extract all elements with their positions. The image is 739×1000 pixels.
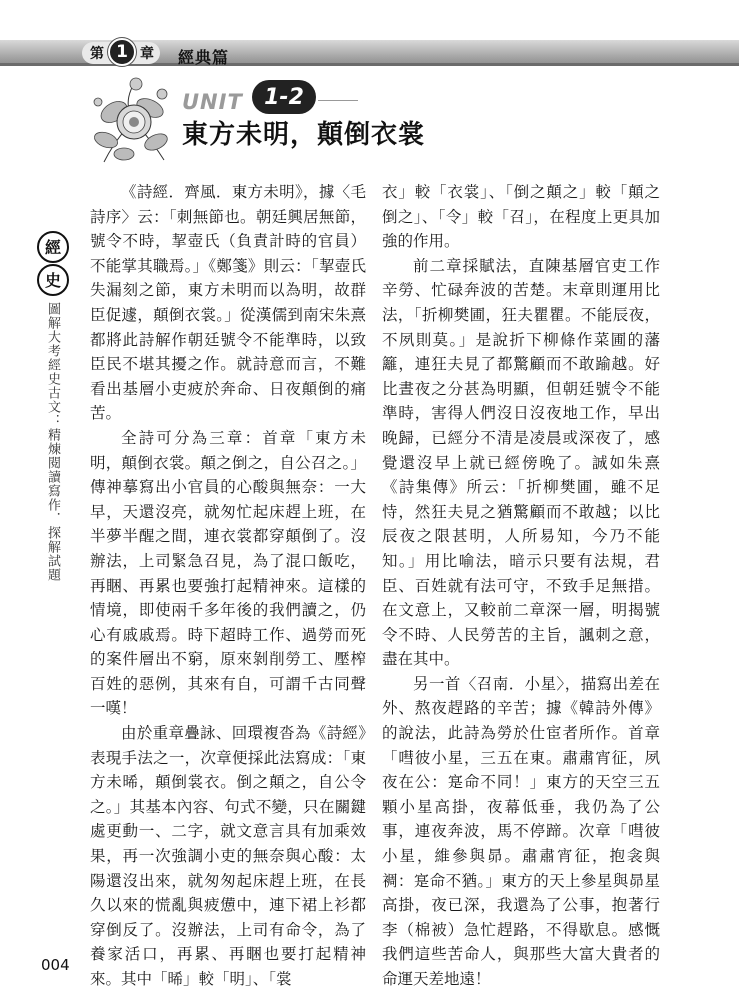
text-column-left — [90, 180, 366, 992]
text-column-right — [382, 180, 660, 992]
unit-number-badge: 1-2 — [252, 80, 316, 114]
chapter-number-badge: 1 — [108, 38, 136, 66]
chapter-prefix: 第 — [90, 46, 104, 62]
unit-rule — [318, 100, 358, 101]
paragraph: 衣」較「衣裳」、「倒之顛之」較「顛之倒之」、「令」較「召」，在程度上更具加強的作用。 — [382, 183, 660, 251]
flower-illustration-icon — [84, 72, 176, 168]
series-emblem-icon — [32, 230, 74, 300]
emblem-char-top: 經 — [44, 238, 62, 257]
chapter-tab — [82, 42, 160, 64]
series-title-vertical: 圖解大考經史古文：精煉閱讀寫作．探解試題 — [45, 302, 60, 582]
paragraph: 由於重章疊詠、回環複沓為《詩經》表現手法之一，次章便採此法寫成：「東方未晞，顛倒裳衣。倒之顛之，自公令之。」其基本內容、句式不變，只在關鍵處更動一、二字，就文意言具有加乘效果，再一次強調小吏的無奈與心酸：太陽還沒出來，就匆匆起床趕上班，在長久以來的慌亂與疲憊中，連下裙上衫都穿倒反了。沒辦法，上司有命令，為了養家活口，再累、再睏也要打起精神來。其中「晞」較「明」、「裳 — [90, 724, 366, 988]
paragraph: 全詩可分為三章：首章「東方未明，顛倒衣裳。顛之倒之，自公召之。」傳神摹寫出小官員的心酸與無奈：一大早，天還沒亮，就匆忙起床趕上班，在半夢半醒之間，連衣裳都穿顛倒了。沒辦法，上司緊急召見，為了混口飯吃，再睏、再累也要強打起精神來。這樣的情境，即使兩千多年後的我們讀之，仍心有戚戚焉。時下超時工作、過勞而死的案件層出不窮，原來剝削勞工、壓榨百姓的惡例，其來有自，可謂千古同聲一嘆！ — [90, 428, 366, 718]
paragraph: 前二章採賦法，直陳基層官吏工作辛勞、忙碌奔波的苦楚。末章則運用比法，「折柳樊圃，狂夫瞿瞿。不能辰夜，不夙則莫。」是說折下柳條作菜圃的藩籬，連狂夫見了都驚顧而不敢踰越。好比晝夜之分甚為明顯，但朝廷號令不能準時，害得人們沒日沒夜地工作，早出晚歸，已經分不清是凌晨或深夜了，感覺還沒早上就已經傍晚了。誠如朱熹《詩集傳》所云：「折柳樊圃，雖不足恃，然狂夫見之猶驚顧而不敢越；以比辰夜之限甚明，人所易知，今乃不能知。」用比喻法，暗示只要有法規，君臣、百姓就有法可守，不致手足無措。在文意上，又較前二章深一層，明揭號令不時、人民勞苦的主旨，諷刺之意，盡在其中。 — [382, 256, 660, 669]
page-number: 004 — [41, 956, 70, 974]
chapter-suffix: 章 — [140, 46, 154, 62]
unit-label: UNIT — [182, 90, 243, 114]
paragraph: 另一首〈召南．小星〉，描寫出差在外、熬夜趕路的辛苦；據《韓詩外傳》的說法，此詩為勞於仕宦者所作。首章「嘒彼小星，三五在東。肅肅宵征，夙夜在公：寔命不同！」東方的天空三五顆小星高掛，夜幕低垂，我仍為了公事，連夜奔波，馬不停蹄。次章「嘒彼小星，維參與昴。肅肅宵征，抱衾與裯：寔命不猶。」東方的天上參星與昴星高掛，夜已深，我還為了公事，抱著行李（棉被）急忙趕路，不得歇息。感慨我們這些苦命人，與那些大富大貴者的命運天差地遠！ — [382, 674, 660, 988]
emblem-char-bottom: 史 — [44, 271, 62, 290]
page-title: 東方未明，顛倒衣裳 — [182, 120, 426, 150]
paragraph: 《詩經．齊風．東方未明》，據〈毛詩序〉云：「刺無節也。朝廷興居無節，號令不時，挈壺氏（負責計時的官員）不能掌其職焉。」《鄭箋》則云：「挈壺氏失漏刻之節，東方未明而以為明，故群臣促遽，顛倒衣裳。」從漢儒到南宋朱熹都將此詩解作朝廷號令不能準時，以致臣民不堪其擾之作。就詩意而言，不難看出基層小吏疲於奔命、日夜顛倒的痛苦。 — [90, 183, 366, 423]
section-label: 經典篇 — [178, 48, 230, 67]
